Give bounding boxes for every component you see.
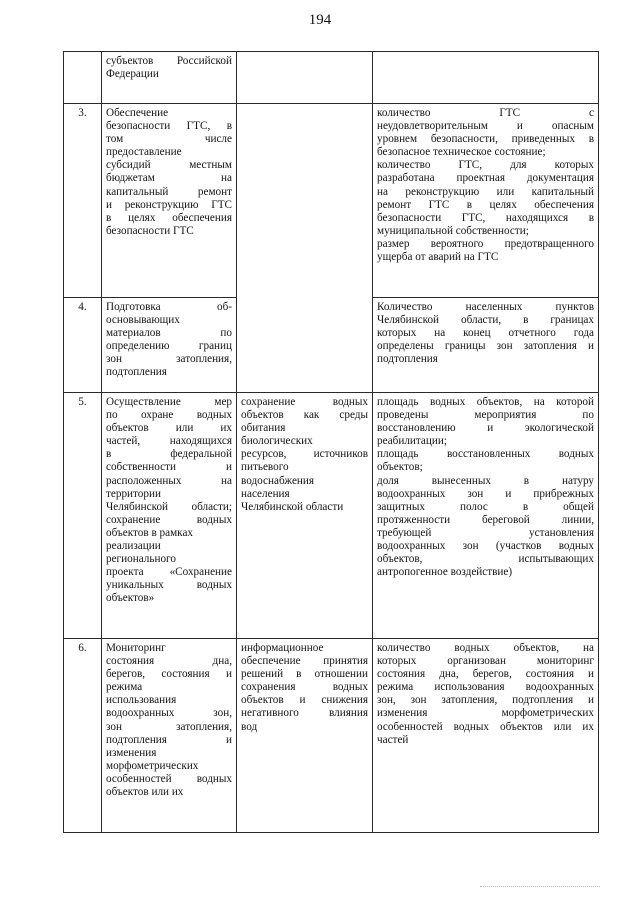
cell-text-line: ремонт ГТС в целях обеспечения [377, 198, 594, 211]
table-row [64, 639, 599, 833]
table-row [64, 52, 599, 104]
cell-text-line: расположенных на [106, 474, 232, 487]
cell-text-line: использования [106, 694, 177, 707]
cell-text-line: проекта «Сохранение [106, 566, 232, 579]
cell-text-line: бюджетам на [106, 172, 232, 185]
cell-text-line: протяженности береговой линии, [377, 513, 594, 526]
cell-text-line: Федерации [106, 68, 159, 81]
cell-text-line: объектов; [377, 461, 423, 474]
cell-text-line: вод [241, 720, 258, 733]
page-number: 194 [308, 12, 332, 28]
cell-text-line: количество водных объектов, на [377, 642, 594, 654]
cell-text-line: водоохранных зон, [106, 707, 232, 720]
cell-text-line: особенностей водных [106, 772, 232, 785]
activity-cell [102, 393, 237, 639]
cell-text-line: водоснабжения [241, 474, 315, 487]
cell-text-line: количество ГТС с [377, 107, 594, 119]
cell-text-line: Челябинской области [241, 500, 344, 513]
cell-text-line: Подготовка об- [106, 301, 232, 313]
cell-text-line: населения [241, 487, 290, 500]
row-number: 4. [64, 298, 102, 393]
cell-text-line: на реконструкцию или капитальный [377, 185, 594, 198]
cell-text-line: Челябинской области; [106, 500, 232, 513]
cell-text-line: основывающих [106, 314, 180, 327]
cell-text-line: частей, находящихся [106, 435, 232, 448]
cell-text-line: территории [106, 487, 161, 500]
cell-text-line: биологических [241, 435, 313, 448]
measures-table [63, 51, 599, 833]
cell-text-line: ресурсов, источников [241, 448, 368, 461]
cell-text-line: берегов, состояния и [106, 668, 232, 681]
cell-text-line: площадь восстановленных водных [377, 448, 594, 461]
cell-text-line: Количество населенных пунктов [377, 301, 594, 313]
cell-text-line: подтопления и [106, 733, 232, 746]
cell-text-line: требующей установления [377, 526, 594, 539]
cell-text-line: которых организован мониторинг [377, 655, 594, 668]
cell-text-line: проведены мероприятия по [377, 409, 594, 422]
cell-text-line: регионального [106, 553, 176, 566]
cell-text-line: материалов по [106, 327, 232, 340]
cell-text-line: объектов или их [106, 422, 232, 435]
cell-text-line: сохранения водных [241, 681, 368, 694]
cell-text-line: решений в отношении [241, 668, 368, 681]
cell-text-line: объектов» [106, 592, 155, 605]
cell-text-line: зон затопления, [106, 353, 232, 366]
cell-text-line: уровнем безопасности, приведенных в [377, 133, 594, 146]
activity-cell [102, 104, 237, 298]
cell-text-line: в федеральной [106, 448, 232, 461]
cell-text-line: собственности и [106, 461, 232, 474]
cell-text-line: уникальных водных [106, 579, 232, 592]
cell-text-line: реализации [106, 540, 161, 553]
goal-cell [237, 104, 373, 298]
cell-text-line: защитных полос в общей [377, 500, 594, 513]
cell-text-line: сохранение водных [241, 396, 368, 408]
cell-text-line: доля вынесенных в натуру [377, 474, 594, 487]
cell-text-line: обеспечение принятия [241, 655, 368, 668]
cell-text-line: режима использования водоохранных [377, 681, 594, 694]
cell-text-line: объектов как среды [241, 409, 368, 422]
cell-text-line: частей [377, 733, 409, 746]
cell-text-line: безопасности ГТС, находящихся в [377, 211, 594, 224]
cell-text-line: в целях обеспечения [106, 211, 232, 224]
cell-text-line: безопасности ГТС, в [106, 120, 232, 133]
cell-text-line: зон, зон затопления, подтопления и [377, 694, 594, 707]
cell-text-line: и реконструкцию ГТС [106, 198, 232, 211]
cell-text-line: по охране водных [106, 409, 232, 422]
goal-cell [237, 52, 373, 104]
cell-text-line: количество ГТС, для которых [377, 159, 594, 172]
cell-text-line: предоставление [106, 146, 182, 159]
cell-text-line: режима [106, 681, 143, 694]
cell-text-line: реабилитации; [377, 435, 447, 448]
cell-text-line: субсидий местным [106, 159, 232, 172]
table-row [64, 393, 599, 639]
cell-text-line: объектов в рамках [106, 526, 194, 539]
cell-text-line: особенностей водных объектов или их [377, 720, 594, 733]
cell-text-line: водоохранных зон (участков водных [377, 540, 594, 553]
cell-text-line: антропогенное воздействие) [377, 566, 513, 579]
cell-text-line: площадь водных объектов, на которой [377, 396, 594, 408]
cell-text-line: Мониторинг [106, 642, 166, 654]
cell-text-line: которых на конец отчетного года [377, 327, 594, 340]
cell-text-line: морфометрических [106, 759, 199, 772]
cell-text-line: Челябинской области, в границах [377, 314, 594, 327]
indicators-cell [373, 52, 599, 104]
cell-text-line: изменения [106, 746, 157, 759]
cell-text-line: безопасности ГТС [106, 224, 194, 237]
cell-text-line: состояния дна, берегов, состояния и [377, 668, 594, 681]
cell-text-line: водоохранных зон и прибрежных [377, 487, 594, 500]
cell-text-line: состояния дна, [106, 655, 232, 668]
goal-cell [237, 639, 373, 833]
row-number: 5. [64, 393, 102, 639]
row-number: 6. [64, 639, 102, 833]
cell-text-line: ущерба от аварий на ГТС [377, 251, 499, 264]
cell-text-line: капитальный ремонт [106, 185, 232, 198]
cell-text-line: объектов или их [106, 786, 184, 799]
indicators-cell [373, 298, 599, 393]
cell-text-line: объектов и снижения [241, 694, 368, 707]
goal-cell [237, 393, 373, 639]
activity-cell [102, 52, 237, 104]
table-row [64, 298, 599, 393]
cell-text-line: субъектов Российской [106, 55, 232, 67]
indicators-cell [373, 639, 599, 833]
cell-text-line: определены границы зон затопления и [377, 340, 594, 353]
cell-text-line: негативного влияния [241, 707, 368, 720]
indicators-cell [373, 104, 599, 298]
cell-text-line: определению границ [106, 340, 232, 353]
table-row [64, 104, 599, 298]
cell-text-line: безопасное техническое состояние; [377, 146, 546, 159]
activity-cell [102, 298, 237, 393]
cell-text-line: том числе [106, 133, 232, 146]
cell-text-line: неудовлетворительным и опасным [377, 120, 594, 133]
row-number [64, 52, 102, 104]
goal-cell [237, 298, 373, 393]
cell-text-line: объектов, испытывающих [377, 553, 594, 566]
cell-text-line: питьевого [241, 461, 289, 474]
cell-text-line: подтопления [106, 366, 167, 379]
cell-text-line: восстановлению и экологической [377, 422, 594, 435]
cell-text-line: Осуществление мер [106, 396, 232, 408]
cell-text-line: размер вероятного предотвращенного [377, 237, 594, 250]
cell-text-line: зон затопления, [106, 720, 232, 733]
activity-cell [102, 639, 237, 833]
row-number: 3. [64, 104, 102, 298]
cell-text-line: обитания [241, 422, 286, 435]
cell-text-line: сохранение водных [106, 513, 232, 526]
cell-text-line: изменения морфометрических [377, 707, 594, 720]
indicators-cell [373, 393, 599, 639]
cell-text-line: муниципальной собственности; [377, 224, 529, 237]
cell-text-line: разработана проектная документация [377, 172, 594, 185]
scan-artifact-line [480, 886, 600, 888]
cell-text-line: информационное [241, 642, 324, 654]
cell-text-line: Обеспечение [106, 107, 169, 119]
cell-text-line: подтопления [377, 353, 438, 366]
